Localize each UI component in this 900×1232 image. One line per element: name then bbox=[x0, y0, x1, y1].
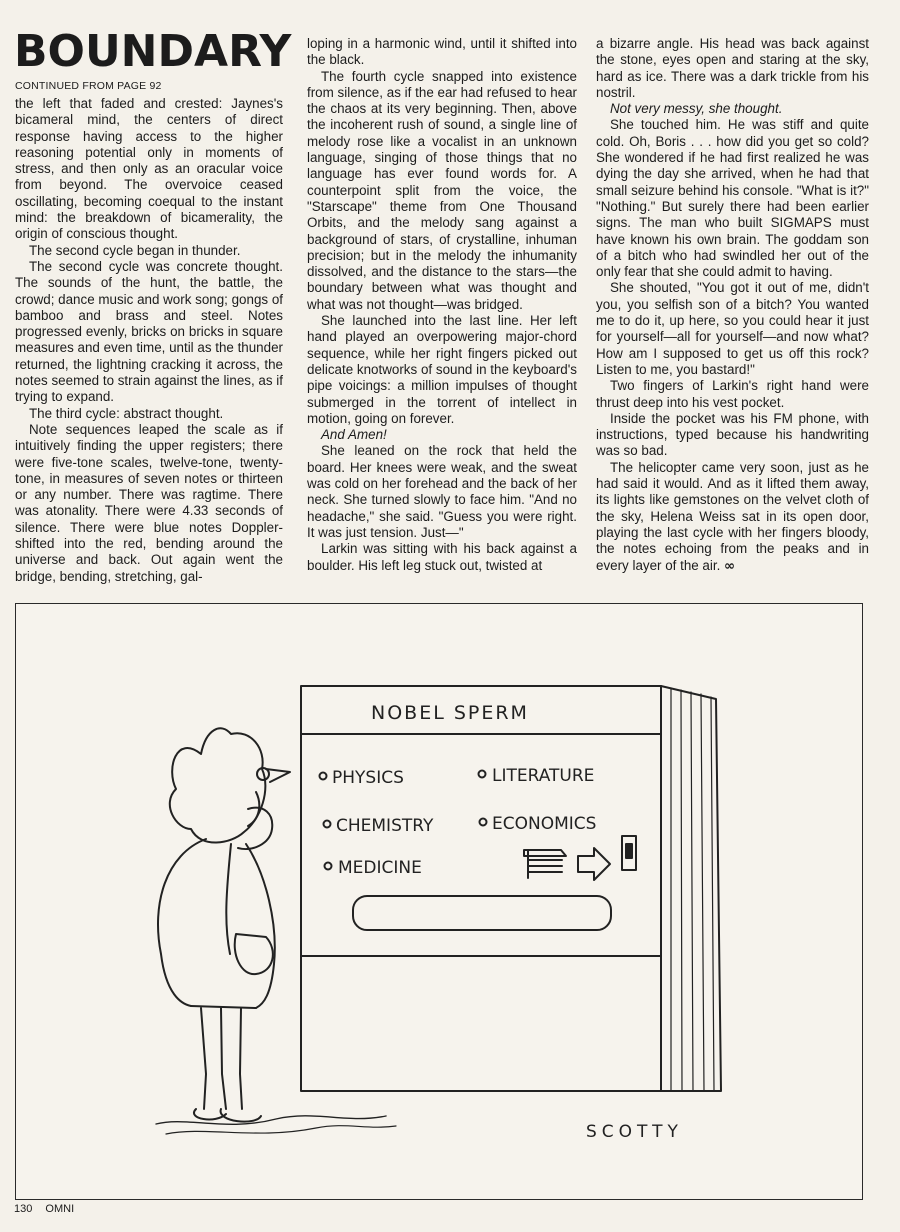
arrow-right-icon bbox=[578, 848, 610, 880]
option-literature: LITERATURE bbox=[492, 766, 595, 786]
paragraph: She launched into the last line. Her left hand played an overpowering major-chord sequence, while her right fingers picked out delicate knotworks of sound in the keyboard's pipe voicings: a million impulses of thought submerged in the torrent of intellect in motion, going on forever. bbox=[307, 313, 577, 426]
paragraph: a bizarre angle. His head was back against the stone, eyes open and staring at the sky, hard as ice. There was a dark trickle from his nostril. bbox=[596, 36, 869, 100]
paragraph: She touched him. He was stiff and quite cold. Oh, Boris . . . how did you get so cold? She wondered if he had first realized he was dying the day she arrived, when he had that small seizure behind his console. "What is it?" "Nothing." But surely there had been earlier signs. The man who built SIGMAPS must have known his own brain. The goddam son of a bitch who had swindled her out of the only fear that she could admit to having. bbox=[596, 117, 869, 280]
text-column-2 bbox=[307, 36, 577, 574]
woman-figure bbox=[158, 728, 290, 1121]
option-medicine: MEDICINE bbox=[338, 858, 422, 878]
article-title: BOUNDARY bbox=[14, 26, 292, 77]
continued-from-note: CONTINUED FROM PAGE 92 bbox=[15, 80, 162, 92]
paragraph: The second cycle began in thunder. bbox=[29, 242, 241, 258]
paragraph: loping in a harmonic wind, until it shifted into the black. bbox=[307, 36, 577, 68]
cartoon-illustration bbox=[15, 603, 863, 1200]
paragraph: Two fingers of Larkin's right hand were thrust deep into his vest pocket. bbox=[596, 378, 869, 410]
paragraph: And Amen! bbox=[321, 427, 387, 443]
paragraph: Larkin was sitting with his back against a boulder. His left leg stuck out, twisted at bbox=[307, 541, 577, 573]
option-economics: ECONOMICS bbox=[492, 814, 597, 834]
cartoon-drawing bbox=[16, 604, 862, 1199]
paragraph: Not very messy, she thought. bbox=[610, 101, 783, 117]
paragraph: She shouted, "You got it out of me, didn't you, you selfish son of a bitch? You wanted me to do it, up here, so you could hear it just for yourself—all for yourself—and now what? How am I supposed to get us off this rock? Listen to me, you bastard!" bbox=[596, 280, 869, 377]
paragraph-final bbox=[596, 460, 869, 575]
text-column-3 bbox=[596, 36, 869, 575]
vending-machine-outline bbox=[301, 686, 661, 1091]
option-bullet-icon bbox=[325, 863, 332, 870]
magazine-name: OMNI bbox=[45, 1203, 75, 1215]
paragraph: The third cycle: abstract thought. bbox=[29, 405, 224, 421]
text-column-1 bbox=[15, 96, 283, 585]
option-chemistry: CHEMISTRY bbox=[336, 816, 434, 836]
page-number: 130 bbox=[14, 1203, 33, 1215]
card-slot-icon bbox=[524, 850, 566, 878]
paragraph: She leaned on the rock that held the board. Her knees were weak, and the sweat was cold on her forehead and the back of her neck. She turned slowly to face him. "And no headache," she said. "Guess you were right. It was just tension. Just—" bbox=[307, 443, 577, 540]
option-physics: PHYSICS bbox=[332, 768, 404, 788]
paragraph: Inside the pocket was his FM phone, with instructions, typed because his handwriting was so bad. bbox=[596, 410, 869, 459]
paragraph: The fourth cycle snapped into existence from silence, as if the ear had refused to hear the chaos at its very beginning. Then, above the incoherent rush of sound, a single line of melody rose like a vocalist in an unknown language, singing of those things that no language has ever found words for. A counterpoint split from the voice, the "Starscape" theme from One Thousand Orbits, and the melody sang against a background of stars, of crystalline, inhuman precision; but in the melody the inhumanity dissolved, and the distance to the stars—the boundary between what was thought and what was not thought—was bridged. bbox=[307, 68, 577, 312]
option-bullet-icon bbox=[479, 771, 486, 778]
paragraph: Note sequences leaped the scale as if intuitively finding the upper registers; there were five-tone scales, twelve-tone, twenty-tone, in measures of seven notes or thirteen or any number. There was ragtime. There was atonality. There were 4.33 seconds of silence. There were blue notes Doppler-shifted into the red, bending around the universe and back. Out again went the bridge, bending, stretching, gal- bbox=[15, 421, 283, 584]
coin-slot bbox=[353, 896, 611, 930]
paragraph: The helicopter came very soon, just as he had said it would. And as it lifted them away, its lights like gemstones on the velvet cloth of the sky, Helena Weiss sat in its open door, playing the last cycle with her fingers bloody, the notes echoing from the peaks and in every layer of the air. bbox=[596, 459, 869, 573]
option-bullet-icon bbox=[324, 821, 331, 828]
paragraph: The second cycle was concrete thought. The sounds of the hunt, the battle, the crowd; dance music and work song; gongs of bamboo and brass and steel. Notes progressed evenly, bricks on bricks in square measures and even time, until as the thunder returned, the lightning cracking it across, the notes seemed to strain against the lines, as if trying to expand. bbox=[15, 258, 283, 405]
artist-signature: SCOTTY bbox=[586, 1122, 683, 1142]
option-bullet-icon bbox=[480, 819, 487, 826]
machine-title: NOBEL SPERM bbox=[371, 702, 529, 724]
option-bullet-icon bbox=[320, 773, 327, 780]
end-mark-icon: ∞ bbox=[724, 558, 736, 574]
paragraph: the left that faded and crested: Jaynes's bicameral mind, the centers of direct response having access to the higher reasoning potential only in moments of stress, and then only as an oracular voice from beyond. The overvoice ceased oscillating, becoming coequal to the instant mind: the breakdown of bicamerality, the origin of conscious thought. bbox=[15, 96, 283, 242]
page-footer bbox=[14, 1203, 84, 1215]
